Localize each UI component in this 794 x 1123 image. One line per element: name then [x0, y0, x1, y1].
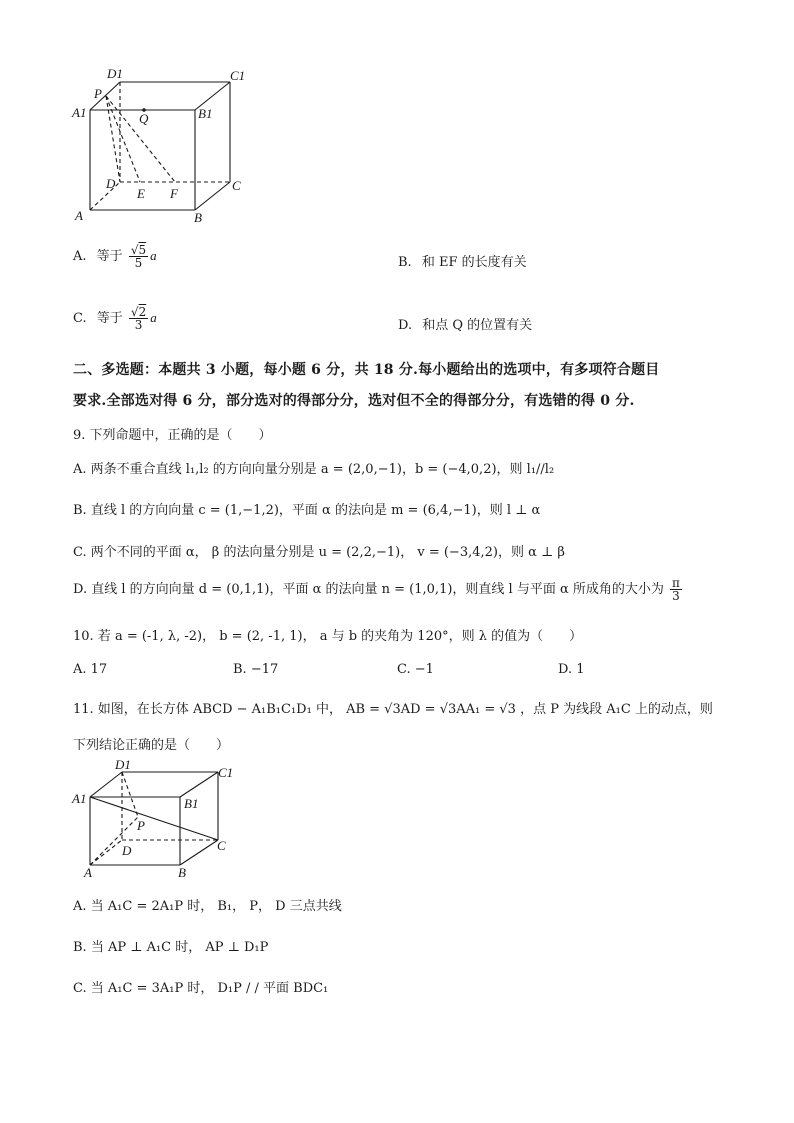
- label-D: D: [122, 843, 132, 858]
- q10-option-b: B. −17: [233, 662, 279, 677]
- label-C: C: [217, 838, 226, 853]
- q9-option-d: D. 直线 l 的方向向量 d = (0,1,1)，平面 α 的法向量 n = (1,0,1)，则直线 l 与平面 α 所成角的大小为 $\frac{\pi}{3}$: [73, 576, 680, 603]
- cuboid-figure-2: [60, 755, 250, 885]
- label-P: P: [137, 818, 145, 833]
- label-C1: C1: [218, 765, 234, 780]
- label-A1: A1: [72, 105, 87, 120]
- label-Q: Q: [139, 111, 149, 126]
- q11-stem-line1: 11. 如图，在长方体 ABCD − A₁B₁C₁D₁ 中， AB = √3AD = √3AA₁ = √3 ，点 P 为线段 A₁C 上的动点，则: [73, 702, 713, 717]
- q10-stem: 10. 若 a = (-1, λ, -2)， b = (2, -1, 1)， a 与 b 的夹角为 120°，则 λ 的值为（ ）: [73, 629, 583, 644]
- q9-option-a: A. 两条不重合直线 l₁,l₂ 的方向向量分别是 a = (2,0,−1)，b = (−4,0,2)，则 l₁//l₂: [73, 462, 555, 477]
- label-B1: B1: [198, 106, 213, 121]
- q11-stem-line2: 下列结论正确的是（ ）: [73, 738, 230, 753]
- label-A: A: [84, 865, 92, 880]
- label-E: E: [137, 186, 145, 201]
- section-heading-line2: 要求.全部选对得 6 分，部分选对的得部分分，选对但不全的得部分分，有选错的得 0 分.: [73, 393, 635, 409]
- q10-option-d: D. 1: [558, 662, 585, 677]
- cube-figure-1: [60, 60, 260, 230]
- label-D: D: [106, 176, 116, 191]
- q9-stem: 9. 下列命题中，正确的是（ ）: [73, 428, 272, 443]
- label-C: C: [232, 178, 241, 193]
- section-heading-line1: 二、多选题：本题共 3 小题，每小题 6 分，共 18 分.每小题给出的选项中，有多项符合题目: [73, 362, 660, 378]
- label-P: P: [94, 86, 102, 101]
- option-d: D. 和点 Q 的位置有关: [398, 318, 533, 333]
- label-A: A: [75, 208, 83, 223]
- option-b: B. 和 EF 的长度有关: [398, 255, 527, 270]
- q11-option-b: B. 当 AP ⊥ A₁C 时， AP ⊥ D₁P: [73, 940, 269, 955]
- label-A1: A1: [72, 791, 87, 806]
- q11-option-a: A. 当 A₁C = 2A₁P 时， B₁， P， D 三点共线: [73, 899, 342, 914]
- fraction-sqrt5-over-5: $\frac{√5}{5}$: [130, 243, 147, 270]
- q10-option-a: A. 17: [73, 662, 108, 677]
- fraction-sqrt2-over-3: $\frac{√2}{3}$: [130, 305, 147, 332]
- label-B: B: [194, 210, 202, 225]
- label-D1: D1: [115, 757, 131, 772]
- q9-option-c: C. 两个不同的平面 α， β 的法向量分别是 u = (2,2,−1)， v = (−3,4,2)，则 α ⊥ β: [73, 545, 565, 560]
- q11-option-c: C. 当 A₁C = 3A₁P 时， D₁P / / 平面 BDC₁: [73, 981, 329, 996]
- label-B: B: [178, 865, 186, 880]
- option-a: A. 等于 $\frac{√5}{5}$ a: [73, 243, 157, 270]
- label-C1: C1: [230, 68, 246, 83]
- label-D1: D1: [107, 66, 123, 81]
- fraction-pi-over-3: $\frac{\pi}{3}$: [672, 576, 680, 603]
- q10-option-c: C. −1: [397, 662, 434, 677]
- label-F: F: [170, 186, 178, 201]
- q9-option-b: B. 直线 l 的方向向量 c = (1,−1,2)，平面 α 的法向是 m = (6,4,−1)，则 l ⊥ α: [73, 503, 541, 518]
- option-c: C. 等于 $\frac{√2}{3}$ a: [73, 305, 157, 332]
- label-B1: B1: [184, 796, 199, 811]
